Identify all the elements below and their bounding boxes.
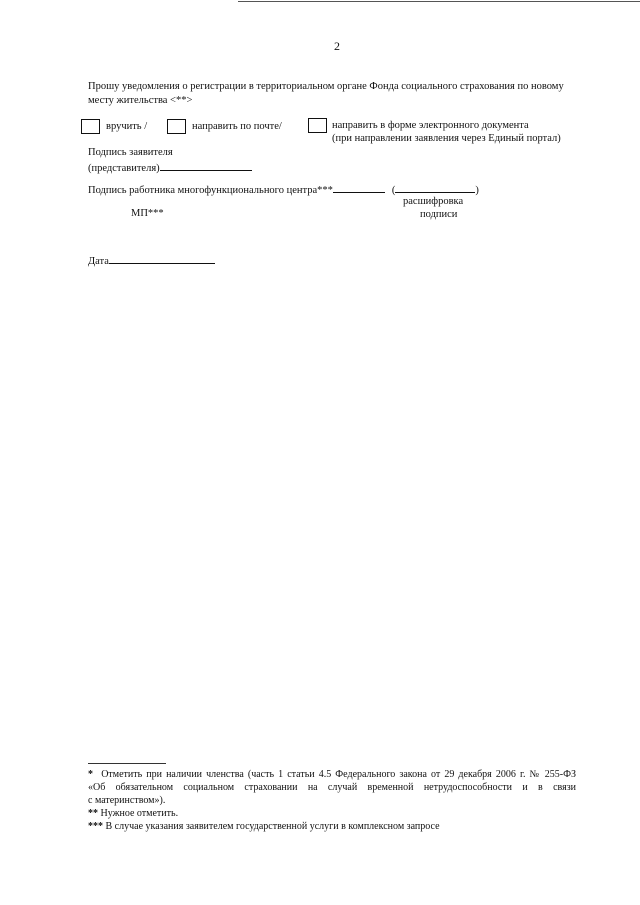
mfc-signature-decode-field[interactable] <box>395 182 475 193</box>
top-border-line <box>238 1 640 2</box>
footnote-3 <box>88 821 440 834</box>
checkbox-electronic-delivery[interactable] <box>308 118 327 133</box>
option-electronic-label-2: (при направлении заявления через Единый портал) <box>332 133 561 144</box>
footnote-1-line-3: с материнством»). <box>88 795 166 806</box>
applicant-signature-label-1: Подпись заявителя <box>88 147 173 158</box>
signature-decode-label-2: подписи <box>420 209 458 220</box>
page-number: 2 <box>334 39 340 53</box>
footnote-3-text: В случае указания заявителем государственной услуги в комплексном запросе <box>105 821 440 832</box>
mfc-paren-close: ) <box>475 185 479 196</box>
footnote-1-text-1: Отметить при наличии членства (часть 1 статьи 4.5 Федерального закона от 29 декабря 2006 г. № 255-ФЗ <box>101 769 576 780</box>
applicant-signature-line-row <box>88 160 252 176</box>
footnote-2-marker: ** <box>88 808 98 819</box>
option-mail-label: направить по почте/ <box>192 121 282 132</box>
applicant-signature-label-2: (представителя) <box>88 163 160 174</box>
signature-decode-label-1: расшифровка <box>403 196 464 207</box>
option-electronic-label-1: направить в форме электронного документа <box>332 120 529 131</box>
footnote-1-marker: * <box>88 769 93 780</box>
footnote-2-text: Нужное отметить. <box>100 808 179 819</box>
footnote-2 <box>88 808 178 821</box>
footnote-3-marker: *** <box>88 821 103 832</box>
footnote-1-line-2: «Об обязательном социальном страховании на случай временной нетрудоспособности и в связи <box>88 782 576 793</box>
mfc-signature-label: Подпись работника многофункционального центра*** <box>88 185 333 196</box>
mfc-signature-field[interactable] <box>333 182 385 193</box>
applicant-signature-field[interactable] <box>160 160 252 171</box>
footnote-1-line-1 <box>88 769 576 782</box>
date-label: Дата <box>88 256 109 267</box>
mfc-paren-open: ( <box>391 185 396 196</box>
option-hand-label: вручить / <box>106 121 148 132</box>
checkbox-mail-delivery[interactable] <box>167 119 186 134</box>
request-text-line-2: месту жительства <**> <box>88 95 193 106</box>
request-text-line-1: Прошу уведомления о регистрации в территориальном органе Фонда социального страхования по новому <box>88 81 564 92</box>
date-row <box>88 253 215 269</box>
footnote-separator <box>88 763 166 764</box>
date-field[interactable] <box>109 253 215 264</box>
checkbox-hand-delivery[interactable] <box>81 119 100 134</box>
stamp-label: МП*** <box>131 208 164 219</box>
